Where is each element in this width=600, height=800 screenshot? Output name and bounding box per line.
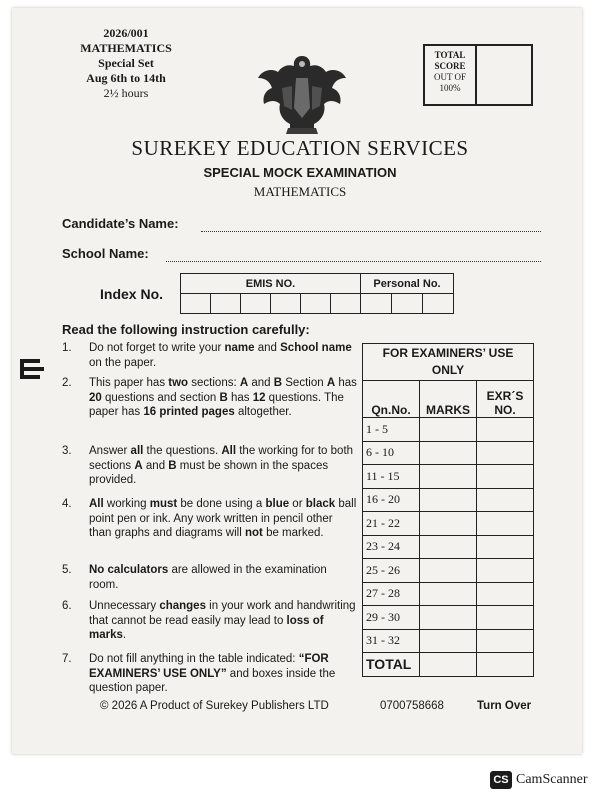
examiners-table-row	[363, 441, 534, 465]
index-digit-box[interactable]	[211, 294, 241, 314]
instruction-text: This paper has two sections: A and B Section A has 20 questions and section B has 12 questions. The paper has 16 printed pages altogether.	[89, 377, 357, 418]
question-range: 31 - 32	[363, 629, 420, 653]
paper-dates: Aug 6th to 14th	[86, 71, 166, 85]
examiner-number-cell[interactable]	[477, 465, 534, 489]
instruction-number: 7.	[62, 653, 72, 665]
examiners-table-row	[363, 488, 534, 512]
total-score-label	[425, 46, 477, 104]
school-name-field[interactable]	[166, 260, 541, 262]
camscanner-label: CamScanner	[516, 772, 588, 787]
total-marks-cell[interactable]	[420, 653, 477, 677]
instruction-text: Do not fill anything in the table indicated: “FOR EXAMINERS’ USE ONLY” and boxes inside the question paper.	[89, 653, 336, 694]
index-digit-box[interactable]	[301, 294, 331, 314]
examiner-number-cell[interactable]	[477, 582, 534, 606]
instruction-text: Do not forget to write your name and School name on the paper.	[89, 342, 352, 369]
total-label: TOTAL	[363, 653, 420, 677]
paper-duration: 2½ hours	[103, 86, 149, 100]
score-line-4: 100%	[439, 83, 461, 93]
instruction-text: Unnecessary changes in your work and handwriting that cannot be read easily may lead to loss of marks.	[89, 600, 356, 641]
candidate-name-label: Candidate’s Name:	[62, 216, 179, 231]
marks-cell[interactable]	[420, 582, 477, 606]
examiners-table-row	[363, 559, 534, 583]
instruction-item	[62, 563, 358, 592]
phone-number: 0700758668	[380, 700, 444, 712]
index-number-label: Index No.	[100, 286, 164, 302]
school-name-label: School Name:	[62, 246, 149, 261]
marks-cell[interactable]	[420, 559, 477, 583]
marks-cell[interactable]	[420, 629, 477, 653]
paper-set: Special Set	[98, 56, 154, 70]
instruction-number: 2.	[62, 377, 72, 389]
turn-over-text: Turn Over	[477, 700, 532, 712]
instruction-number: 1.	[62, 342, 72, 354]
examiner-number-cell[interactable]	[477, 606, 534, 630]
personal-number-label: Personal No.	[361, 274, 454, 294]
index-digit-box[interactable]	[361, 294, 392, 314]
examiners-table-row	[363, 582, 534, 606]
instruction-number: 4.	[62, 498, 72, 510]
question-range: 21 - 22	[363, 512, 420, 536]
examiners-table-row	[363, 512, 534, 536]
examiners-table-title: FOR EXAMINERS’ USE ONLY	[363, 344, 534, 381]
marks-cell[interactable]	[420, 488, 477, 512]
examiners-table-row	[363, 606, 534, 630]
examiner-number-cell[interactable]	[477, 629, 534, 653]
score-line-3: OUT OF	[433, 72, 467, 82]
question-range: 1 - 5	[363, 418, 420, 442]
copyright-text: © 2026 A Product of Surekey Publishers LTD	[100, 700, 329, 712]
total-score-box	[423, 44, 533, 106]
instruction-item	[62, 444, 358, 488]
index-number-grid	[180, 273, 454, 314]
col-marks: MARKS	[420, 381, 477, 418]
instruction-item	[62, 497, 358, 541]
index-digit-box[interactable]	[331, 294, 361, 314]
marks-cell[interactable]	[420, 535, 477, 559]
total-score-entry[interactable]	[477, 46, 531, 104]
instruction-item	[62, 341, 358, 370]
organization-name: SUREKEY EDUCATION SERVICES	[131, 136, 469, 160]
question-range: 23 - 24	[363, 535, 420, 559]
index-digit-box[interactable]	[392, 294, 423, 314]
instruction-item	[62, 376, 358, 420]
emis-label: EMIS NO.	[181, 274, 361, 294]
question-range: 16 - 20	[363, 488, 420, 512]
camscanner-logo-icon: CS	[490, 771, 512, 789]
marks-cell[interactable]	[420, 441, 477, 465]
instruction-text: Answer all the questions. All the working for to both sections A and B must be shown in the spaces provided.	[89, 445, 354, 486]
marks-cell[interactable]	[420, 606, 477, 630]
paper-header	[66, 26, 186, 101]
score-line-2: SCORE	[434, 61, 466, 71]
score-line-1: TOTAL	[434, 50, 466, 60]
examiner-number-cell[interactable]	[477, 441, 534, 465]
instruction-item	[62, 599, 358, 643]
instructions-title: Read the following instruction carefully:	[62, 322, 310, 337]
candidate-name-field[interactable]	[201, 230, 541, 232]
instruction-text: No calculators are allowed in the examination room.	[89, 564, 327, 591]
paper-code: 2026/001	[103, 26, 149, 40]
examiners-table-row	[363, 535, 534, 559]
examiners-table	[362, 343, 534, 677]
index-digit-box[interactable]	[181, 294, 211, 314]
question-range: 25 - 26	[363, 559, 420, 583]
marks-cell[interactable]	[420, 418, 477, 442]
examiner-number-cell[interactable]	[477, 512, 534, 536]
instruction-item	[62, 652, 358, 696]
binder-clip-icon	[20, 356, 46, 382]
index-digit-box[interactable]	[271, 294, 301, 314]
exam-subject: MATHEMATICS	[253, 184, 347, 199]
question-range: 27 - 28	[363, 582, 420, 606]
marks-cell[interactable]	[420, 512, 477, 536]
total-examiner-cell[interactable]	[477, 653, 534, 677]
examiners-table-row	[363, 418, 534, 442]
camscanner-watermark	[490, 771, 588, 789]
instruction-number: 3.	[62, 445, 72, 457]
instruction-number: 6.	[62, 600, 72, 612]
examiners-table-row	[363, 629, 534, 653]
index-digit-box[interactable]	[241, 294, 271, 314]
index-digit-box[interactable]	[423, 294, 454, 314]
exam-title: SPECIAL MOCK EXAMINATION	[203, 165, 397, 180]
examiner-number-cell[interactable]	[477, 418, 534, 442]
instruction-number: 5.	[62, 564, 72, 576]
examiner-number-cell[interactable]	[477, 559, 534, 583]
eagle-emblem-icon	[252, 48, 352, 136]
examiner-number-cell[interactable]	[477, 535, 534, 559]
col-question-number: Qn.No.	[363, 381, 420, 418]
col-examiner-number: EXR´S NO.	[477, 381, 534, 418]
question-range: 29 - 30	[363, 606, 420, 630]
question-range: 6 - 10	[363, 441, 420, 465]
instruction-text: All working must be done using a blue or black ball point pen or ink. Any work written in pencil other than graphs and diagrams will not be marked.	[89, 498, 357, 539]
examiner-number-cell[interactable]	[477, 488, 534, 512]
paper-subject: MATHEMATICS	[80, 41, 172, 55]
marks-cell[interactable]	[420, 465, 477, 489]
question-range: 11 - 15	[363, 465, 420, 489]
examiners-table-row	[363, 465, 534, 489]
